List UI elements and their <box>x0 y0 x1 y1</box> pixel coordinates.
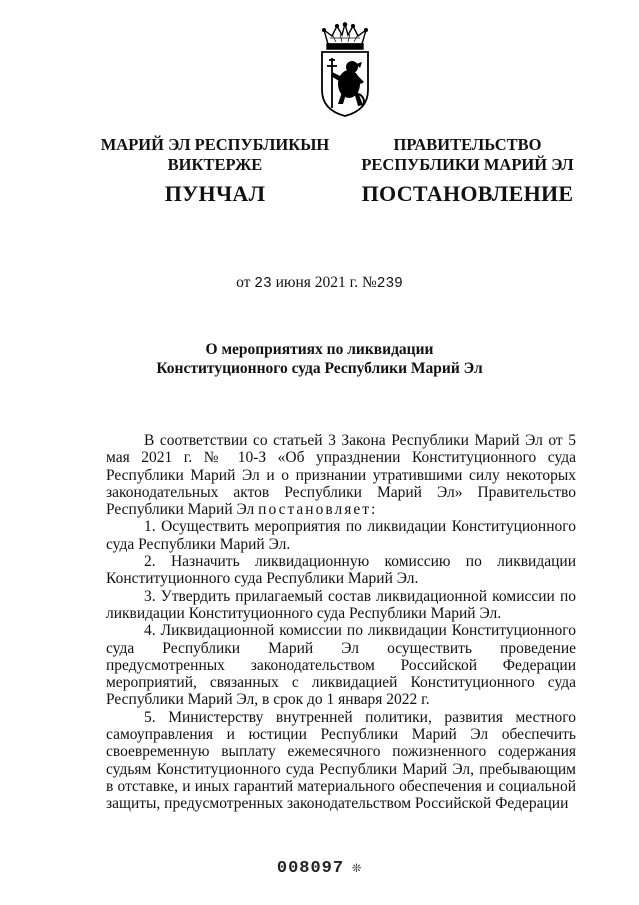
paragraph-3: 3. Утвердить прилагаемый состав ликвидационной комиссии по ликвидации Конституционного суда Республики Марий Эл. <box>106 587 576 622</box>
document-body <box>106 432 576 813</box>
paragraph-4: 4. Ликвидационной комиссии по ликвидации Конституционного суда Республики Марий Эл осуществить проведение предусмотренных законодательством Российской Федерации мероприятий, связанных с ликвидацией Конституционного суда Республики Марий Эл, в срок до 1 января 2022 г. <box>106 622 576 709</box>
header-right-line2: РЕСПУБЛИКИ МАРИЙ ЭЛ <box>361 155 574 174</box>
intro-text: В соответствии со статьей 3 Закона Республики Марий Эл от 5 мая 2021 г. № 10-З «Об упразднении Конституционного суда Республики Марий Эл и о признании утратившими силу некоторых законодательных актов Республики Марий Эл» Правительство Республики Марий Эл <box>106 432 576 519</box>
paragraph-intro <box>106 432 576 518</box>
header-right-block <box>345 135 590 208</box>
title-line1: О мероприятиях по ликвидации <box>205 341 434 358</box>
header-left-block <box>90 135 340 208</box>
header-left-doc-type: ПУНЧАЛ <box>164 181 266 206</box>
header-right-doc-type: ПОСТАНОВЛЕНИЕ <box>361 181 574 206</box>
paragraph-2: 2. Назначить ликвидационную комиссию по ликвидации Конституционного суда Республики Марий Эл. <box>106 553 576 588</box>
header-left-line1: МАРИЙ ЭЛ РЕСПУБЛИКЫН <box>100 135 330 154</box>
intro-verb: постановляет: <box>258 501 378 519</box>
serial-number: 008097 <box>276 859 345 878</box>
serial-mark-icon: ❊ <box>352 860 363 877</box>
header-right-line1: ПРАВИТЕЛЬСТВО <box>393 135 542 154</box>
header-left-line2: ВИКТЕРЖЕ <box>167 155 263 174</box>
decree-number: 239 <box>376 276 403 292</box>
form-serial-number <box>0 858 639 878</box>
paragraph-1: 1. Осуществить мероприятия по ликвидации Конституционного суда Республики Марий Эл. <box>106 518 576 553</box>
decree-date-number <box>0 274 639 292</box>
decree-day: 23 <box>254 276 272 292</box>
decree-date-rest: июня 2021 г. № <box>275 274 377 291</box>
document-title <box>0 340 639 378</box>
title-line2: Конституционного суда Республики Марий Эл <box>156 360 483 377</box>
coat-of-arms-icon <box>316 22 374 118</box>
decree-prefix: от <box>236 274 251 291</box>
paragraph-5: 5. Министерству внутренней политики, развития местного самоуправления и юстиции Республики Марий Эл обеспечить своевременную выплату ежемесячного пожизненного содержания судьям Конституционного суда Республики Марий Эл, пребывающим в отставке, и иных гарантий материального обеспечения и социальной защиты, предусмотренных законодательством Российской Федерации <box>106 708 576 813</box>
